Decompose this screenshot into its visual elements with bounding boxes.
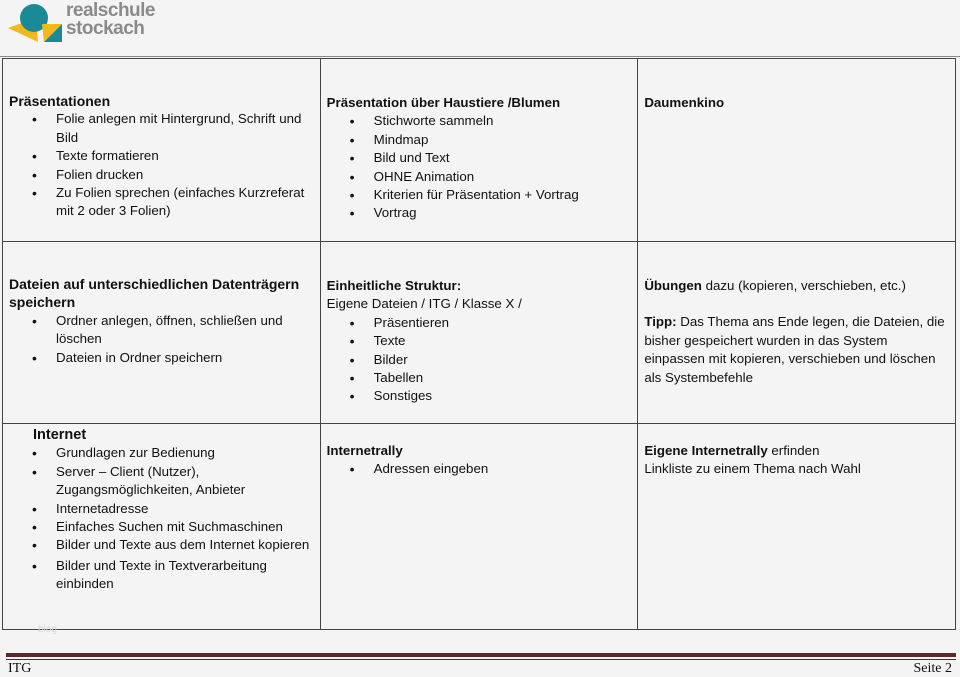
list-item: • Tabellen xyxy=(374,369,632,387)
rally-label: Eigene Internetrally xyxy=(644,443,768,458)
logo-text-line2: stockach xyxy=(66,18,145,39)
list-item: • Server – Client (Nutzer), Zugangsmöglichkeiten, Anbieter xyxy=(56,463,314,500)
cell-topic xyxy=(3,242,321,424)
list-item: • Bilder und Texte in Textverarbeitung einbinden xyxy=(56,557,314,594)
list-item: • Bild und Text xyxy=(374,149,632,167)
exercise-text: dazu (kopieren, verschieben, etc.) xyxy=(701,278,906,293)
topic-list xyxy=(9,444,314,593)
table-row xyxy=(3,59,956,242)
exercise-note xyxy=(644,277,949,295)
rally-note xyxy=(644,442,949,460)
tip-text: Das Thema ans Ende legen, die Dateien, die bisher gespeichert wurden in das System einpassen mit kopieren, verschieben und löschen als Systembefehle xyxy=(644,314,945,385)
list-item: • Texte formatieren xyxy=(56,147,314,165)
cell-extra xyxy=(638,424,956,630)
list-item: • OHNE Animation xyxy=(374,168,632,186)
list-item: • Ordner anlegen, öffnen, schließen und löschen xyxy=(56,312,314,349)
list-item: • Präsentieren xyxy=(374,314,632,332)
list-item: • Adressen eingeben xyxy=(374,460,632,478)
logo-text-line1: realschule xyxy=(66,0,155,21)
tip-note xyxy=(644,313,949,387)
list-item: • Stichworte sammeln xyxy=(374,112,632,130)
extra-title: Daumenkino xyxy=(644,95,725,110)
list-item: • Mindmap xyxy=(374,131,632,149)
list-item: • Texte xyxy=(374,332,632,350)
list-item: • Bilder und Texte aus dem Internet kopieren xyxy=(56,536,314,554)
cell-topic xyxy=(3,424,321,630)
footer-rule-thin xyxy=(6,659,956,660)
cell-extra xyxy=(638,59,956,242)
topic-list xyxy=(9,110,314,220)
list-item: • Sonstiges xyxy=(374,387,632,405)
topic-title: Dateien auf unterschiedlichen Datenträgern speichern xyxy=(9,276,300,311)
project-title: Internetrally xyxy=(326,443,403,458)
curriculum-table xyxy=(2,58,956,630)
project-title: Einheitliche Struktur: xyxy=(326,278,462,293)
project-list xyxy=(327,314,632,406)
exercise-label: Übungen xyxy=(644,278,702,293)
list-item: • Grundlagen zur Bedienung xyxy=(56,444,314,462)
project-subtitle: Eigene Dateien / ITG / Klasse X / xyxy=(326,296,522,312)
rally-text: erfinden xyxy=(767,443,820,458)
school-logo xyxy=(8,0,155,44)
page-header xyxy=(0,0,960,57)
topic-title: Internet xyxy=(33,427,87,443)
list-item: • Folie anlegen mit Hintergrund, Schrift und Bild xyxy=(56,110,314,147)
footer-page-number: Seite 2 xyxy=(913,661,952,676)
cell-extra xyxy=(638,242,956,424)
table-row xyxy=(3,242,956,424)
project-list xyxy=(327,112,632,222)
table-row xyxy=(3,424,956,630)
topic-title: Präsentationen xyxy=(9,93,111,109)
topic-list xyxy=(9,312,314,367)
list-item: • Vortrag xyxy=(374,204,632,222)
cell-topic xyxy=(3,59,321,242)
list-item: • Bilder xyxy=(374,351,632,369)
footer-rule xyxy=(6,653,956,657)
tip-label: Tipp: xyxy=(644,314,677,330)
list-item: • Zu Folien sprechen (einfaches Kurzreferat mit 2 oder 3 Folien) xyxy=(56,184,314,221)
linklist-note: Linkliste zu einem Thema nach Wahl xyxy=(644,461,861,477)
list-item: • Folien drucken xyxy=(56,166,314,184)
list-item: • Einfaches Suchen mit Suchmaschinen xyxy=(56,518,314,536)
list-item: • Kriterien für Präsentation + Vortrag xyxy=(374,186,632,204)
project-list xyxy=(327,460,632,478)
logo-shapes-icon xyxy=(8,2,68,44)
footer-subject: ITG xyxy=(8,661,32,676)
list-item: • Dateien in Ordner speichern xyxy=(56,349,314,367)
cell-project xyxy=(320,242,638,424)
cell-project xyxy=(320,424,638,630)
project-title: Präsentation über Haustiere /Blumen xyxy=(326,95,561,110)
watermark: blog xyxy=(38,624,57,635)
list-item: • Internetadresse xyxy=(56,500,314,518)
cell-project xyxy=(320,59,638,242)
